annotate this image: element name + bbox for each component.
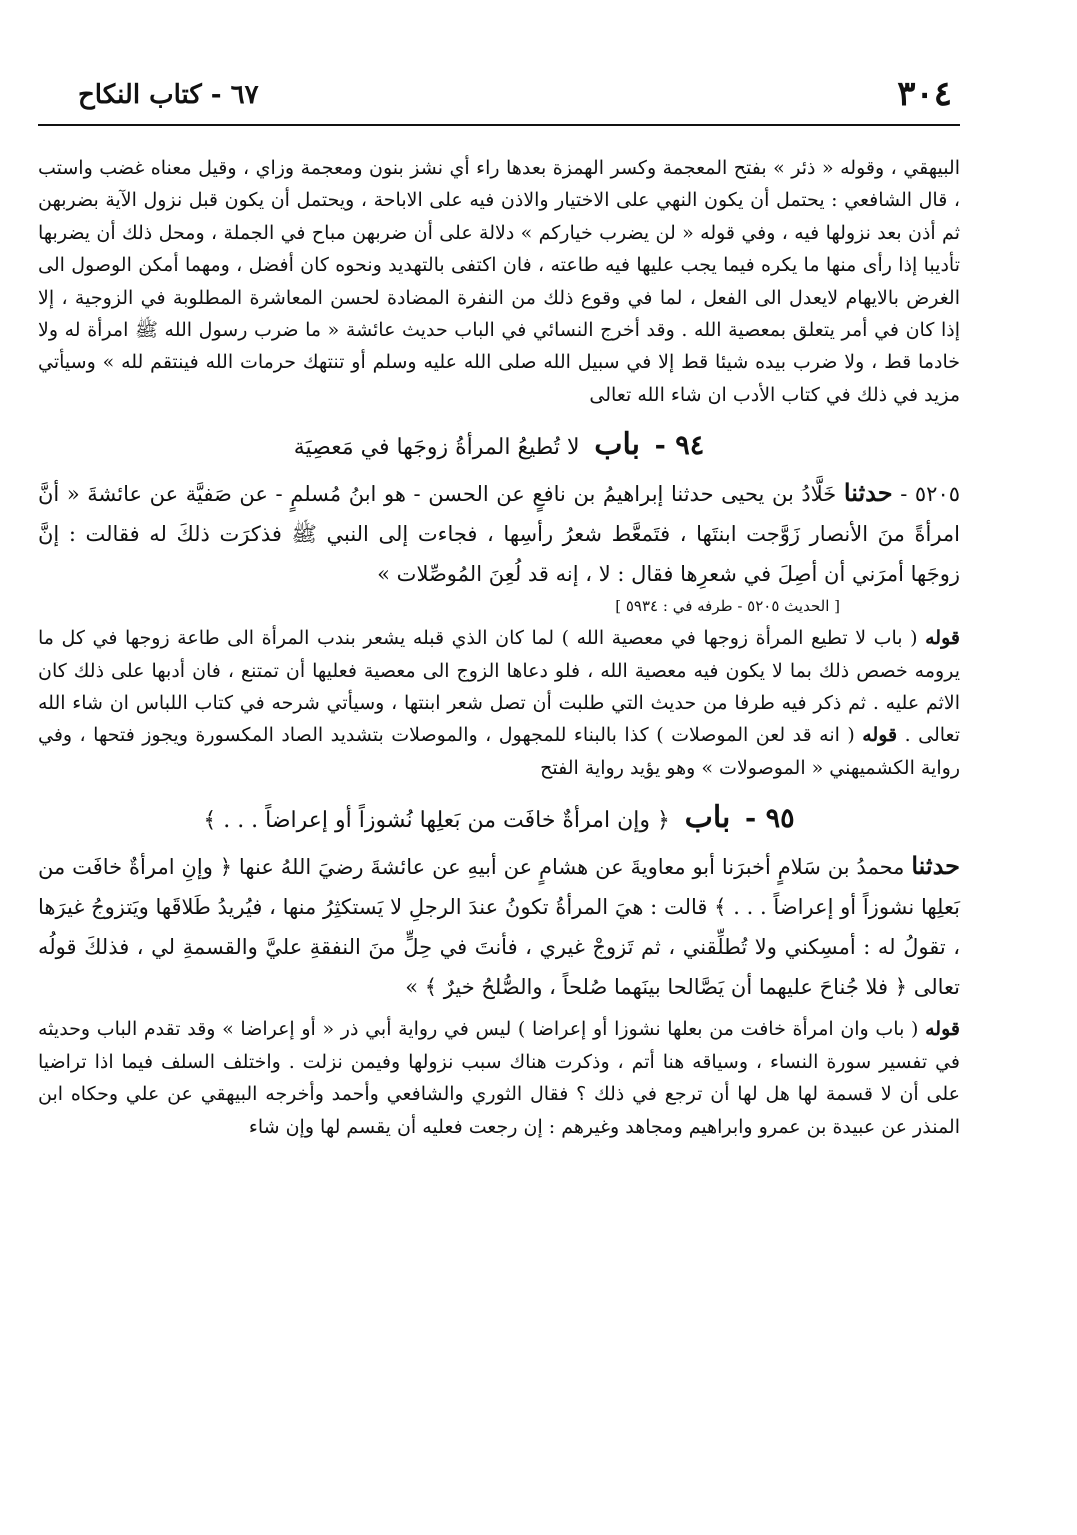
commentary-paragraph-2 <box>38 622 960 784</box>
running-title: ٦٧ - كتاب النكاح <box>78 80 259 110</box>
chapter-number: ٩٥ - <box>745 803 795 835</box>
chapter-title: ﴿ وإن امرأةٌ خافَت من بَعلِها نُشوزاً أو إعراضاً . . . ﴾ <box>203 808 670 834</box>
hadith-text: محمدُ بن سَلامٍ أخبرَنا أبو معاويةَ عن هشامٍ عن أبيهِ عن عائشةَ رضيَ اللهُ عنها ﴿ وإنِ امرأةٌ خافَت من بَعلِها نشوزاً أو إعراضاً . . . ﴾ قالت : هيَ المرأةُ تكونُ عندَ الرجلِ لا يَستكثِرُ منها ، فيُريدُ طَلاقَها ويَتزوجُ غيرَها ، تقولُ له : أمسِكني ولا تُطلِّقني ، ثم تَزوجْ غيري ، فأنتَ في حِلٍّ منَ النفقةِ عليَّ والقسمةِ لي ، فذلكَ قولُه تعالى ﴿ فلا جُناحَ عليهما أن يَصَّالحا بينَهما صُلحاً ، والصُّلحُ خيرٌ ﴾ » <box>38 855 960 1000</box>
commentary-text: ( باب لا تطيع المرأة زوجها في معصية الله ) لما كان الذي قبله يشعر بندب المرأة الى طاعة زوجها في كل ما يرومه خصص ذلك بما لا يكون فيه معصية الله ، فلو دعاها الزوج الى معصية فعليها أن تمتنع ، فان أدبها على ذلك كان الاثم عليه . ثم ذكر فيه طرفا من حديث التي طلبت أن تصل شعر ابنتها ، وسيأتي شرحه في كتاب اللباس ان شاء الله تعالى . <box>38 627 960 747</box>
hadith-text: خَلَّادُ بن يحيى حدثنا إبراهيمُ بن نافعٍ عن الحسن - هو ابنُ مُسلمٍ - عن صَفيَّة عن عائشةَ « أنَّ امرأةً منَ الأنصار زَوَّجت ابنتَها ، فتَمعَّط شعرُ رأسِها ، فجاءت إلى النبي ﷺ فذكرَت ذلكَ له فقالت : إنَّ زوجَها أمرَني أن أصِلَ في شعرِها فقال : لا ، إنه قد لُعِنَ المُوصِّلات » <box>38 482 960 587</box>
hadith-reference: [ الحديث ٥٢٠٥ - طرفه في : ٥٩٣٤ ] <box>615 597 840 616</box>
chapter-heading-94 <box>38 423 960 467</box>
page-number: ٣٠٤ <box>897 74 952 114</box>
chapter-bab-word: باب <box>594 427 640 463</box>
hadith-opening: حدثنا <box>843 478 893 508</box>
hadith-number: ٥٢٠٥ - <box>900 482 961 507</box>
commentary-text: ( باب وان امرأة خافت من بعلها نشوزا أو إعراضا ) ليس في رواية أبي ذر « أو إعراضا » وقد تقدم الباب وحديثه في تفسير سورة النساء ، وسياقه هنا أتم ، وذكرت هناك سبب نزولها وفيمن نزلت . واختلف السلف فيما اذا تراضيا على أن لا قسمة لها هل لها أن ترجع في ذلك ؟ فقال الثوري والشافعي وأحمد وأخرجه البيهقي عن علي وحكاه ابن المنذر عن عبيدة بن عمرو وابراهيم ومجاهد وغيرهم : إن رجعت فعليه أن يقسم لها وإن شاء <box>38 1018 960 1138</box>
chapter-title: لا تُطيعُ المرأةُ زوجَها في مَعصِيَة <box>293 435 580 461</box>
page-header <box>38 72 960 126</box>
qawluhu-label: قوله <box>925 627 960 650</box>
commentary-paragraph-3 <box>38 1013 960 1143</box>
commentary-text: ( انه قد لعن الموصلات ) كذا بالبناء للمجهول ، والموصلات بتشديد الصاد المكسورة ويجوز فتحها ، وفي رواية الكشميهني « الموصولات » وهو يؤيد رواية الفتح <box>38 724 960 779</box>
hadith-opening: حدثنا <box>911 851 960 881</box>
hadith-95 <box>38 846 960 1007</box>
chapter-bab-word: باب <box>684 800 731 836</box>
book-page <box>38 72 960 1143</box>
chapter-number: ٩٤ - <box>654 430 705 462</box>
commentary-paragraph-1: البيهقي ، وقوله « ذئر » بفتح المعجمة وكسر الهمزة بعدها راء أي نشز بنون ومعجمة وزاي ، وقيل معناه غضب واستب ، قال الشافعي : يحتمل أن يكون النهي على الاختيار والاذن فيه على الاباحة ، ويحتمل أن يكون قبل نزول الآية بضربهن ثم أذن بعد نزولها فيه ، وفي قوله « لن يضرب خياركم » دلالة على أن ضربهن مباح في الجملة ، ومحل ذلك أن يضربها تأديبا إذا رأى منها ما يكره فيما يجب عليها فيه طاعته ، فان اكتفى بالتهديد ونحوه كان أفضل ، ومهما أمكن الوصول الى الغرض بالايهام لايعدل الى الفعل ، لما في وقوع ذلك من النفرة المضادة لحسن المعاشرة المطلوبة في الزوجية ، إلا إذا كان في أمر يتعلق بمعصية الله . وقد أخرج النسائي في الباب حديث عائشة « ما ضرب رسول الله ﷺ امرأة له ولا خادما قط ، ولا ضرب بيده شيئا قط إلا في سبيل الله صلى الله عليه وسلم أو تنتهك حرمات الله فينتقم لله » وسيأتي مزيد في ذلك في كتاب الأدب ان شاء الله تعالى <box>38 157 960 406</box>
qawluhu-label: قوله <box>862 724 898 747</box>
hadith-5205 <box>38 473 960 594</box>
qawluhu-label: قوله <box>925 1018 960 1041</box>
chapter-heading-95 <box>38 796 960 840</box>
